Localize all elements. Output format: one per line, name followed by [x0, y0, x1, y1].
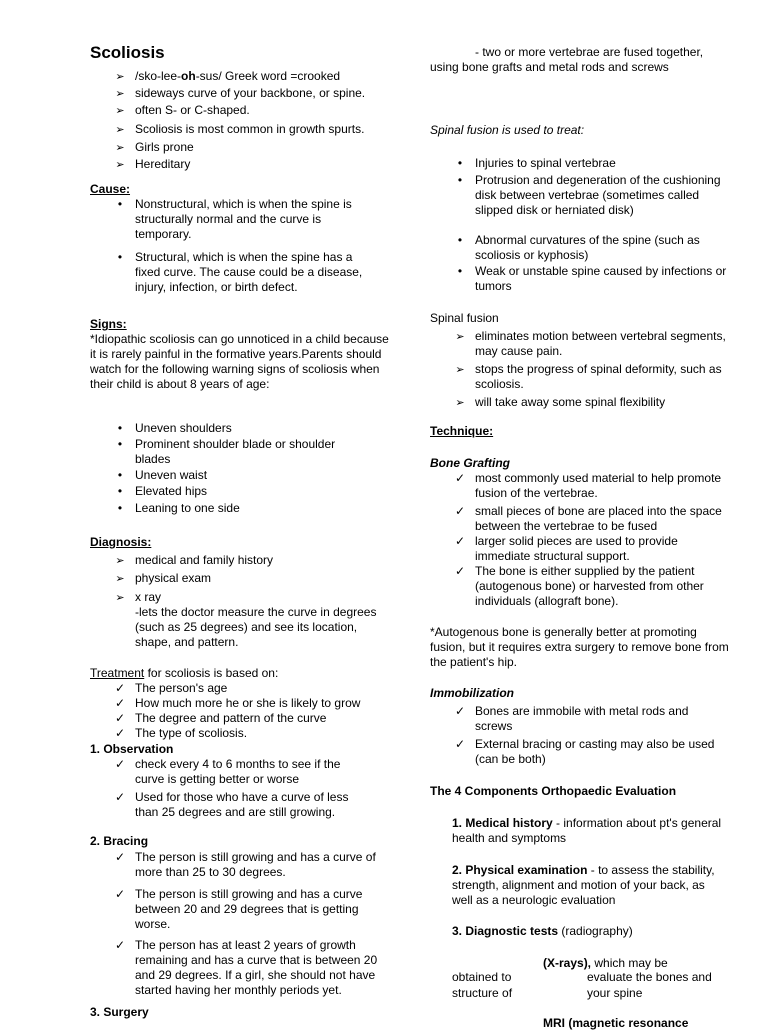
page-title: Scoliosis [90, 43, 165, 62]
list-item [90, 122, 390, 140]
list-item [90, 711, 390, 726]
list-item-text: Girls prone [135, 140, 194, 154]
arrow-bullet-icon [112, 571, 128, 587]
list-item [90, 553, 380, 571]
list-item-text: External bracing or casting may also be used (can be both) [475, 737, 715, 766]
list-item-text: most commonly used material to help promote fusion of the vertebrae. [475, 471, 722, 500]
component-diagnostic-tests [452, 924, 727, 939]
technique-heading: Technique: [430, 424, 494, 438]
list-item [430, 156, 730, 173]
list-item [90, 938, 390, 998]
immobilization-heading: Immobilization [430, 686, 514, 700]
fusion-intro [430, 45, 730, 75]
fusion-intro-text: - two or more vertebrae are fused together, using bone grafts and metal rods and screws [430, 45, 704, 74]
arrow-bullet-icon [112, 140, 128, 156]
list-item-text: How much more he or she is likely to grow [135, 696, 361, 710]
cause-list [90, 197, 375, 295]
list-item [90, 726, 390, 741]
arrow-bullet-icon [112, 122, 128, 138]
treatment-heading-rest: for scoliosis is based on: [144, 666, 279, 680]
obtained-to: obtained to [452, 970, 512, 984]
list-item-text: x ray [135, 590, 162, 604]
list-item [90, 757, 370, 790]
list-item [430, 471, 725, 504]
intro-pronunciation: /sko-lee- [135, 69, 182, 83]
dot-bullet-icon [112, 437, 128, 452]
list-item-text: Weak or unstable spine caused by infections or tumors [475, 264, 727, 293]
list-item-text: Structural, which is when the spine has a fixed curve. The cause could be a disease, injury, infection, or birth defect. [135, 250, 363, 294]
treat-heading: Spinal fusion is used to treat: [430, 123, 585, 137]
list-item-text: Injuries to spinal vertebrae [475, 156, 616, 170]
list-item-text: The degree and pattern of the curve [135, 711, 327, 725]
diagnosis-list [90, 553, 380, 650]
arrow-bullet-icon [112, 590, 128, 606]
list-item-text: Scoliosis is most common in growth spurts. [135, 122, 365, 136]
check-bullet-icon [452, 534, 468, 549]
check-bullet-icon [452, 504, 468, 519]
xray-line [543, 956, 668, 971]
arrow-bullet-icon [112, 103, 128, 119]
check-bullet-icon [112, 711, 128, 726]
list-item-text: Used for those who have a curve of less than 25 degrees and are still growing. [135, 790, 349, 819]
component-title: 3. Diagnostic tests [452, 924, 559, 938]
xray-note: -lets the doctor measure the curve in degrees (such as 25 degrees) and see its location, shape, and pattern. [135, 605, 377, 649]
list-item-text: Nonstructural, which is when the spine is structurally normal and the curve is temporary. [135, 197, 352, 241]
dot-bullet-icon [112, 484, 128, 499]
check-bullet-icon [452, 737, 468, 752]
check-bullet-icon [112, 850, 128, 865]
treatment-heading: Treatment [90, 666, 145, 680]
list-item [90, 681, 390, 696]
list-item-text: The bone is either supplied by the patient (autogenous bone) or harvested from other individuals (allograft bone). [475, 564, 704, 608]
list-item-text: The person has at least 2 years of growth remaining and has a curve that is between 20 and 29 degrees. If a girl, she should not have started having her monthly periods yet. [135, 938, 378, 997]
list-item-text: small pieces of bone are placed into the space between the vertebrae to be fused [475, 504, 722, 533]
list-item-text: will take away some spinal flexibility [475, 395, 666, 409]
diagnosis-heading: Diagnosis: [90, 535, 152, 549]
list-item [430, 329, 730, 362]
list-item-text: eliminates motion between vertebral segments, may cause pain. [475, 329, 726, 358]
bracing-heading: 2. Bracing [90, 834, 149, 848]
list-item [430, 395, 730, 410]
list-item [90, 501, 365, 516]
fusion-label: Spinal fusion [430, 311, 499, 325]
list-item [90, 790, 370, 820]
arrow-bullet-icon [112, 69, 128, 85]
list-item-text: medical and family history [135, 553, 274, 567]
your-spine: your spine [587, 986, 643, 1000]
component-title: 2. Physical examination [452, 863, 588, 877]
list-item [90, 887, 390, 938]
list-item-text: Uneven shoulders [135, 421, 232, 435]
list-item [90, 197, 375, 250]
intro-pronunciation-rest: -sus/ Greek word =crooked [195, 69, 341, 83]
list-item-text: Prominent shoulder blade or shoulder blades [135, 437, 336, 466]
check-bullet-icon [452, 564, 468, 579]
list-item [430, 264, 730, 294]
arrow-bullet-icon [112, 157, 128, 173]
dot-bullet-icon [112, 197, 128, 212]
list-item [430, 173, 730, 233]
list-item-text: Abnormal curvatures of the spine (such as scoliosis or kyphosis) [475, 233, 700, 262]
list-item [90, 421, 365, 437]
signs-paragraph: *Idiopathic scoliosis can go unnoticed in a child because it is rarely painful in the formative years.Parents should watch for the following warning signs of scoliosis when their child is about 8 years of age: [90, 332, 389, 391]
list-item [90, 590, 380, 650]
check-bullet-icon [452, 471, 468, 486]
list-item [430, 504, 725, 534]
xray-text: which may be [591, 956, 668, 970]
check-bullet-icon [112, 938, 128, 953]
surgery-heading: 3. Surgery [90, 1005, 149, 1019]
list-item-text: larger solid pieces are used to provide immediate structural support. [475, 534, 678, 563]
dot-bullet-icon [112, 468, 128, 483]
component-text: (radiography) [558, 924, 633, 938]
list-item-text: sideways curve of your backbone, or spine. [135, 86, 366, 100]
signs-heading: Signs: [90, 317, 127, 331]
list-item [90, 103, 390, 122]
dot-bullet-icon [112, 501, 128, 516]
list-item [90, 484, 365, 501]
list-item [90, 250, 375, 295]
arrow-bullet-icon [452, 362, 468, 378]
component-physical-exam [452, 863, 727, 908]
signs-list [90, 421, 365, 516]
dot-bullet-icon [452, 156, 468, 171]
check-bullet-icon [112, 790, 128, 805]
dot-bullet-icon [452, 264, 468, 279]
list-item-text: Bones are immobile with metal rods and screws [475, 704, 689, 733]
structure-of: structure of [452, 986, 513, 1000]
observation-list [90, 757, 370, 820]
check-bullet-icon [112, 696, 128, 711]
list-item [430, 564, 725, 609]
list-item [90, 140, 390, 157]
check-bullet-icon [112, 757, 128, 772]
list-item-text: Protrusion and degeneration of the cushioning disk between vertebrae (sometimes called slipped disk or herniated disk) [475, 173, 721, 217]
list-item [90, 468, 365, 484]
fusion-list [430, 329, 730, 410]
list-item [90, 850, 390, 887]
grafting-list [430, 471, 725, 609]
dot-bullet-icon [452, 173, 468, 188]
list-item-text: Leaning to one side [135, 501, 240, 515]
arrow-bullet-icon [452, 329, 468, 345]
dot-bullet-icon [112, 421, 128, 436]
mri-text: MRI (magnetic resonance [543, 1016, 689, 1030]
list-item-text: The person's age [135, 681, 228, 695]
bracing-list [90, 850, 390, 998]
list-item-text: physical exam [135, 571, 212, 585]
check-bullet-icon [112, 726, 128, 741]
list-item [90, 69, 390, 86]
list-item [90, 437, 365, 468]
components-heading: The 4 Components Orthopaedic Evaluation [430, 784, 677, 798]
list-item-text: check every 4 to 6 months to see if the curve is getting better or worse [135, 757, 341, 786]
list-item [90, 571, 380, 590]
list-item-text: Hereditary [135, 157, 191, 171]
list-item-text: The person is still growing and has a curve of more than 25 to 30 degrees. [135, 850, 376, 879]
dot-bullet-icon [452, 233, 468, 248]
list-item [430, 534, 725, 564]
bone-grafting-heading: Bone Grafting [430, 456, 510, 470]
intro-pronunciation-stress: oh [181, 69, 196, 83]
check-bullet-icon [112, 681, 128, 696]
component-text: - information about pt's general health and symptoms [452, 816, 722, 845]
arrow-bullet-icon [112, 86, 128, 102]
check-bullet-icon [112, 887, 128, 902]
list-item [90, 86, 390, 103]
arrow-bullet-icon [112, 553, 128, 569]
component-text: - to assess the stability, strength, alignment and motion of your back, as well as a neurologic evaluation [452, 863, 715, 907]
component-medical-history [452, 816, 727, 846]
arrow-bullet-icon [452, 395, 468, 411]
list-item-text: Uneven waist [135, 468, 208, 482]
immobilization-list [430, 704, 715, 767]
dot-bullet-icon [112, 250, 128, 265]
xray-label: (X-rays), [543, 956, 592, 970]
treatment-intro [90, 666, 278, 681]
observation-heading: 1. Observation [90, 742, 174, 756]
list-item [90, 157, 390, 174]
component-title: 1. Medical history [452, 816, 553, 830]
intro-list [90, 69, 390, 174]
treat-list [430, 156, 730, 294]
list-item [430, 362, 730, 395]
list-item-text: Elevated hips [135, 484, 208, 498]
list-item [90, 696, 390, 711]
cause-heading: Cause: [90, 182, 131, 196]
treatment-list [90, 681, 390, 741]
list-item [430, 737, 715, 767]
list-item [430, 233, 730, 264]
list-item [430, 704, 715, 737]
list-item-text: often S- or C-shaped. [135, 103, 250, 117]
list-item-text: The person is still growing and has a curve between 20 and 29 degrees that is getting worse. [135, 887, 363, 931]
check-bullet-icon [452, 704, 468, 719]
autogenous-note: *Autogenous bone is generally better at promoting fusion, but it requires extra surgery to remove bone from the patient's hip. [430, 625, 729, 669]
list-item-text: stops the progress of spinal deformity, such as scoliosis. [475, 362, 722, 391]
evaluate-text: evaluate the bones and [587, 970, 712, 984]
list-item-text: The type of scoliosis. [135, 726, 248, 740]
